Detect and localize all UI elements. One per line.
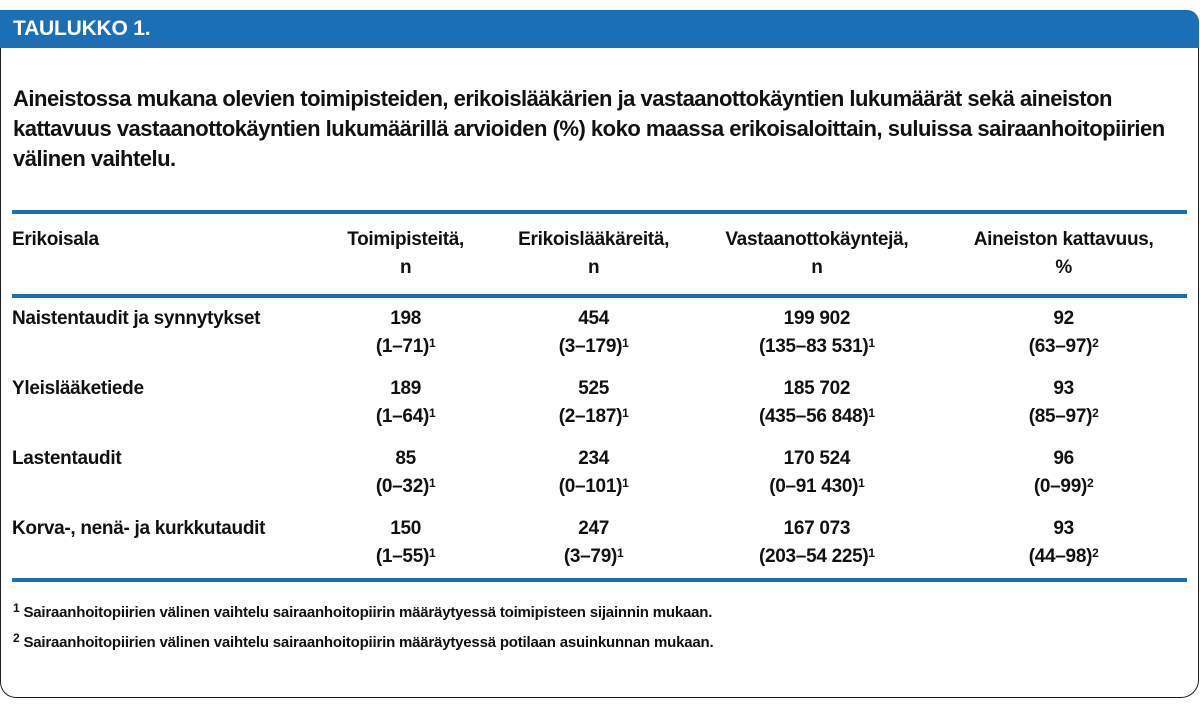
footnote-marker: 1 (429, 545, 436, 560)
column-unit: n (811, 257, 823, 278)
range-text: (1–55) (375, 546, 429, 567)
range-text: (0–99) (1033, 476, 1087, 497)
cell-erikoislaakareita (494, 438, 694, 508)
range-text: (63–97) (1028, 336, 1093, 357)
table-row (12, 438, 1187, 508)
table-row (12, 296, 1187, 368)
cell-toimipisteita (318, 508, 494, 580)
table-caption: Aineistossa mukana olevien toimipisteiden, erikoislääkärien ja vastaanottokäyntien lukumäärät sekä aineiston kattavuus vastaanottokäyntien lukumäärillä arvioiden (%) koko maassa erikoisaloittain, suluissa sairaanhoitopiirien välinen vaihtelu. (13, 86, 1165, 171)
cell-range (694, 543, 941, 571)
cell-value: 454 (578, 308, 610, 329)
range-text: (2–187) (558, 406, 623, 427)
table-number-label: TAULUKKO 1. (13, 17, 151, 40)
column-label: Erikoisala (12, 229, 99, 250)
data-table (12, 210, 1187, 582)
cell-value: 96 (1053, 448, 1074, 469)
cell-value: 247 (578, 518, 610, 539)
cell-toimipisteita (318, 296, 494, 368)
range-text: (85–97) (1028, 406, 1093, 427)
cell-vastaanottokayntteja (694, 438, 941, 508)
column-unit: n (399, 257, 412, 278)
footnote-marker: 1 (429, 475, 436, 490)
column-header-vastaanottokayntteja (694, 212, 941, 296)
cell-erikoislaakareita (494, 296, 694, 368)
cell-range (940, 543, 1187, 571)
range-text: (0–91 430) (769, 476, 859, 497)
cell-value: 150 (390, 518, 422, 539)
row-label: Yleislääketiede (12, 378, 144, 399)
cell-value: 93 (1053, 518, 1074, 539)
cell-value: 234 (578, 448, 610, 469)
footnote-text: Sairaanhoitopiirien välinen vaihtelu sairaanhoitopiirin määräytyessä potilaan asuinkunnan mukaan. (23, 634, 714, 651)
cell-value: 198 (390, 308, 422, 329)
cell-value: 525 (578, 378, 610, 399)
row-label: Lastentaudit (12, 448, 122, 469)
range-text: (0–101) (558, 476, 623, 497)
cell-range (940, 403, 1187, 431)
footnote-1 (13, 598, 1184, 628)
range-text: (1–71) (375, 336, 429, 357)
cell-erikoislaakareita (494, 508, 694, 580)
footnote-marker: 1 (429, 335, 436, 350)
cell-vastaanottokayntteja (694, 368, 941, 438)
range-text: (203–54 225) (758, 546, 869, 567)
column-label: Vastaanottokäyntejä, (725, 229, 909, 250)
table-body-card (0, 48, 1199, 698)
column-header-toimipisteita (318, 212, 494, 296)
cell-range (494, 403, 694, 431)
footnote-marker: 2 (1092, 335, 1099, 350)
column-header-kattavuus (940, 212, 1187, 296)
column-unit: % (1055, 257, 1072, 278)
footnote-marker: 1 (868, 405, 875, 420)
cell-value: 93 (1053, 378, 1074, 399)
footnote-marker: 1 (622, 475, 629, 490)
cell-value: 170 524 (783, 448, 851, 469)
cell-vastaanottokayntteja (694, 296, 941, 368)
cell-kattavuus (940, 508, 1187, 580)
footnote-marker: 1 (858, 475, 865, 490)
footnote-marker: 1 (868, 545, 875, 560)
column-label: Aineiston kattavuus, (973, 229, 1154, 250)
cell-kattavuus (940, 296, 1187, 368)
cell-toimipisteita (318, 368, 494, 438)
header-row (12, 212, 1187, 296)
footnotes-block (13, 598, 1184, 658)
cell-toimipisteita (318, 438, 494, 508)
table-header-bar (0, 10, 1199, 48)
range-text: (1–64) (375, 406, 429, 427)
footnote-marker: 1 (13, 600, 20, 615)
range-text: (44–98) (1028, 546, 1093, 567)
footnote-text: Sairaanhoitopiirien välinen vaihtelu sairaanhoitopiirin määräytyessä toimipisteen sijainnin mukaan. (23, 604, 713, 621)
table-row (12, 508, 1187, 580)
table-body (12, 296, 1187, 580)
cell-range (694, 403, 941, 431)
cell-value: 189 (390, 378, 422, 399)
cell-range (494, 333, 694, 361)
row-label: Naistentaudit ja synnytykset (12, 308, 261, 329)
footnote-2 (13, 628, 1184, 658)
cell-range (694, 333, 941, 361)
range-text: (435–56 848) (758, 406, 869, 427)
column-label: Toimipisteitä, (347, 229, 465, 250)
column-header-erikoisala (12, 212, 318, 296)
range-text: (3–179) (558, 336, 623, 357)
footnote-marker: 2 (13, 630, 20, 645)
column-unit: n (587, 257, 600, 278)
footnote-marker: 1 (429, 405, 436, 420)
column-label: Erikoislääkäreitä, (518, 229, 670, 250)
footnote-marker: 2 (1087, 475, 1094, 490)
footnote-marker: 1 (868, 335, 875, 350)
footnote-marker: 1 (617, 545, 624, 560)
cell-range (494, 543, 694, 571)
cell-value: 199 902 (783, 308, 851, 329)
cell-value: 167 073 (783, 518, 851, 539)
range-text: (135–83 531) (758, 336, 869, 357)
column-header-erikoislaakareita (494, 212, 694, 296)
range-text: (3–79) (563, 546, 617, 567)
range-text: (0–32) (375, 476, 429, 497)
cell-vastaanottokayntteja (694, 508, 941, 580)
table-row (12, 368, 1187, 438)
cell-range (318, 403, 494, 431)
cell-range (940, 473, 1187, 501)
cell-range (494, 473, 694, 501)
cell-erikoislaakareita (494, 368, 694, 438)
cell-range (318, 333, 494, 361)
footnote-marker: 2 (1092, 545, 1099, 560)
footnote-marker: 1 (622, 405, 629, 420)
cell-kattavuus (940, 438, 1187, 508)
cell-value: 85 (395, 448, 416, 469)
cell-range (318, 473, 494, 501)
footnote-marker: 1 (622, 335, 629, 350)
cell-range (318, 543, 494, 571)
cell-value: 92 (1053, 308, 1074, 329)
cell-kattavuus (940, 368, 1187, 438)
row-label: Korva-, nenä- ja kurkkutaudit (12, 508, 318, 580)
table-head (12, 212, 1187, 296)
cell-range (940, 333, 1187, 361)
cell-value: 185 702 (783, 378, 851, 399)
footnote-marker: 2 (1092, 405, 1099, 420)
cell-range (694, 473, 941, 501)
